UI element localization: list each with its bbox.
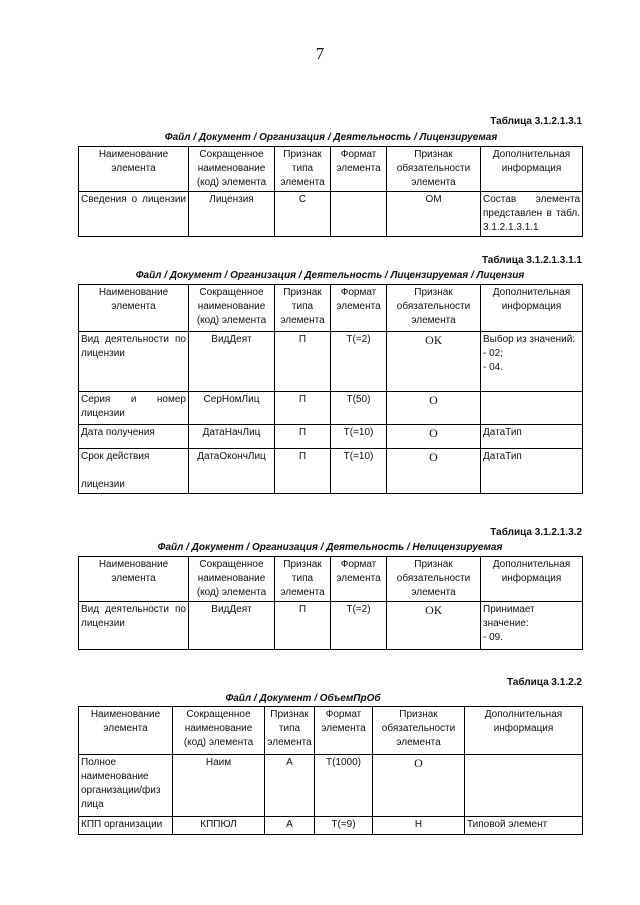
table-cell: ОМ <box>387 192 481 237</box>
header-cell: Признак обязательности элемента <box>387 147 481 192</box>
header-cell: Формат элемента <box>331 285 387 332</box>
header-cell: Дополнительная информация <box>481 147 583 192</box>
header-cell: Признак типа элемента <box>265 707 315 755</box>
table-row <box>79 602 583 650</box>
table-cell: ВидДеят <box>189 332 275 392</box>
header-cell: Дополнительная информация <box>481 285 583 332</box>
table-4 <box>78 706 583 835</box>
table-caption: Файл / Документ / Организация / Деятельность / Лицензируемая / Лицензия <box>135 270 525 281</box>
table-caption: Файл / Документ / Организация / Деятельность / Лицензируемая <box>164 132 498 143</box>
header-cell: Признак типа элемента <box>275 557 331 602</box>
table-cell: Состав элемента представлен в табл. 3.1.2.1.3.1.1 <box>481 192 583 237</box>
page-number: 7 <box>315 44 325 63</box>
table-cell: ДатаТип <box>481 449 583 494</box>
table-cell: Т(=9) <box>315 817 373 835</box>
table-cell: О <box>387 392 481 425</box>
table-cell: Т(=10) <box>331 425 387 449</box>
table-caption: Файл / Документ / ОбъемПрОб <box>225 693 381 704</box>
table-cell: Полное наименование организации/физ лица <box>79 755 173 817</box>
header-cell: Признак обязательности элемента <box>387 285 481 332</box>
table-cell: О <box>387 425 481 449</box>
table-cell: ОК <box>387 602 481 650</box>
table-cell: Т(=10) <box>331 449 387 494</box>
header-cell: Формат элемента <box>315 707 373 755</box>
table-cell: Типовой элемент <box>465 817 583 835</box>
table-row <box>79 425 583 449</box>
table-label: Таблица 3.1.2.2 <box>506 677 582 688</box>
table-cell <box>331 192 387 237</box>
table-header-row <box>79 147 583 192</box>
table-row <box>79 332 583 392</box>
header-cell: Наименование элемента <box>79 707 173 755</box>
table-row <box>79 449 583 494</box>
table-cell: Т(=2) <box>331 332 387 392</box>
table-cell: ОК <box>387 332 481 392</box>
table-cell <box>481 392 583 425</box>
table-cell: Т(50) <box>331 392 387 425</box>
table-header-row <box>79 707 583 755</box>
header-cell: Наименование элемента <box>79 557 189 602</box>
header-cell: Наименование элемента <box>79 285 189 332</box>
table-cell: О <box>387 449 481 494</box>
header-cell: Наименование элемента <box>79 147 189 192</box>
header-cell: Признак обязательности элемента <box>387 557 481 602</box>
table-cell: А <box>265 817 315 835</box>
table-cell: Вид деятельности по лицензии <box>79 332 189 392</box>
table-cell: А <box>265 755 315 817</box>
header-cell: Дополнительная информация <box>481 557 583 602</box>
header-cell: Дополнительная информация <box>465 707 583 755</box>
table-cell: Т(=2) <box>331 602 387 650</box>
table-cell: Принимает значение: - 09. <box>481 602 583 650</box>
table-label: Таблица 3.1.2.1.3.1 <box>490 116 582 127</box>
table-label: Таблица 3.1.2.1.3.2 <box>490 527 582 538</box>
table-label: Таблица 3.1.2.1.3.1.1 <box>481 255 582 266</box>
header-cell: Сокращенное наименование (код) элемента <box>189 147 275 192</box>
table-cell: Срок действия лицензии <box>79 449 189 494</box>
table-cell: О <box>373 755 465 817</box>
header-cell: Сокращенное наименование (код) элемента <box>189 285 275 332</box>
table-cell: Выбор из значений: - 02; - 04. <box>481 332 583 392</box>
table-row <box>79 817 583 835</box>
table-cell: СерНомЛиц <box>189 392 275 425</box>
table-cell: Серия и номер лицензии <box>79 392 189 425</box>
header-cell: Сокращенное наименование (код) элемента <box>173 707 265 755</box>
table-cell: П <box>275 392 331 425</box>
table-cell <box>465 755 583 817</box>
table-caption: Файл / Документ / Организация / Деятельность / Нелицензируемая <box>157 542 503 553</box>
header-cell: Признак типа элемента <box>275 147 331 192</box>
header-cell: Признак типа элемента <box>275 285 331 332</box>
table-header-row <box>79 557 583 602</box>
table-1 <box>78 146 583 237</box>
table-cell: ДатаНачЛиц <box>189 425 275 449</box>
table-cell: С <box>275 192 331 237</box>
table-row <box>79 192 583 237</box>
table-header-row <box>79 285 583 332</box>
table-cell: КПП организации <box>79 817 173 835</box>
table-cell: Н <box>373 817 465 835</box>
table-cell: П <box>275 602 331 650</box>
table-row <box>79 755 583 817</box>
table-cell: ВидДеят <box>189 602 275 650</box>
table-cell: Т(1000) <box>315 755 373 817</box>
table-cell: Наим <box>173 755 265 817</box>
table-3 <box>78 556 583 650</box>
table-cell: П <box>275 449 331 494</box>
header-cell: Признак обязательности элемента <box>373 707 465 755</box>
header-cell: Формат элемента <box>331 557 387 602</box>
table-cell: ДатаТип <box>481 425 583 449</box>
table-2 <box>78 284 583 494</box>
table-cell: Дата получения <box>79 425 189 449</box>
table-cell: ДатаОкончЛиц <box>189 449 275 494</box>
table-cell: П <box>275 332 331 392</box>
table-row <box>79 392 583 425</box>
header-cell: Формат элемента <box>331 147 387 192</box>
table-cell: Вид деятельности по лицензии <box>79 602 189 650</box>
header-cell: Сокращенное наименование (код) элемента <box>189 557 275 602</box>
table-cell: Сведения о лицензии <box>79 192 189 237</box>
table-cell: Лицензия <box>189 192 275 237</box>
table-cell: П <box>275 425 331 449</box>
table-cell: КППЮЛ <box>173 817 265 835</box>
